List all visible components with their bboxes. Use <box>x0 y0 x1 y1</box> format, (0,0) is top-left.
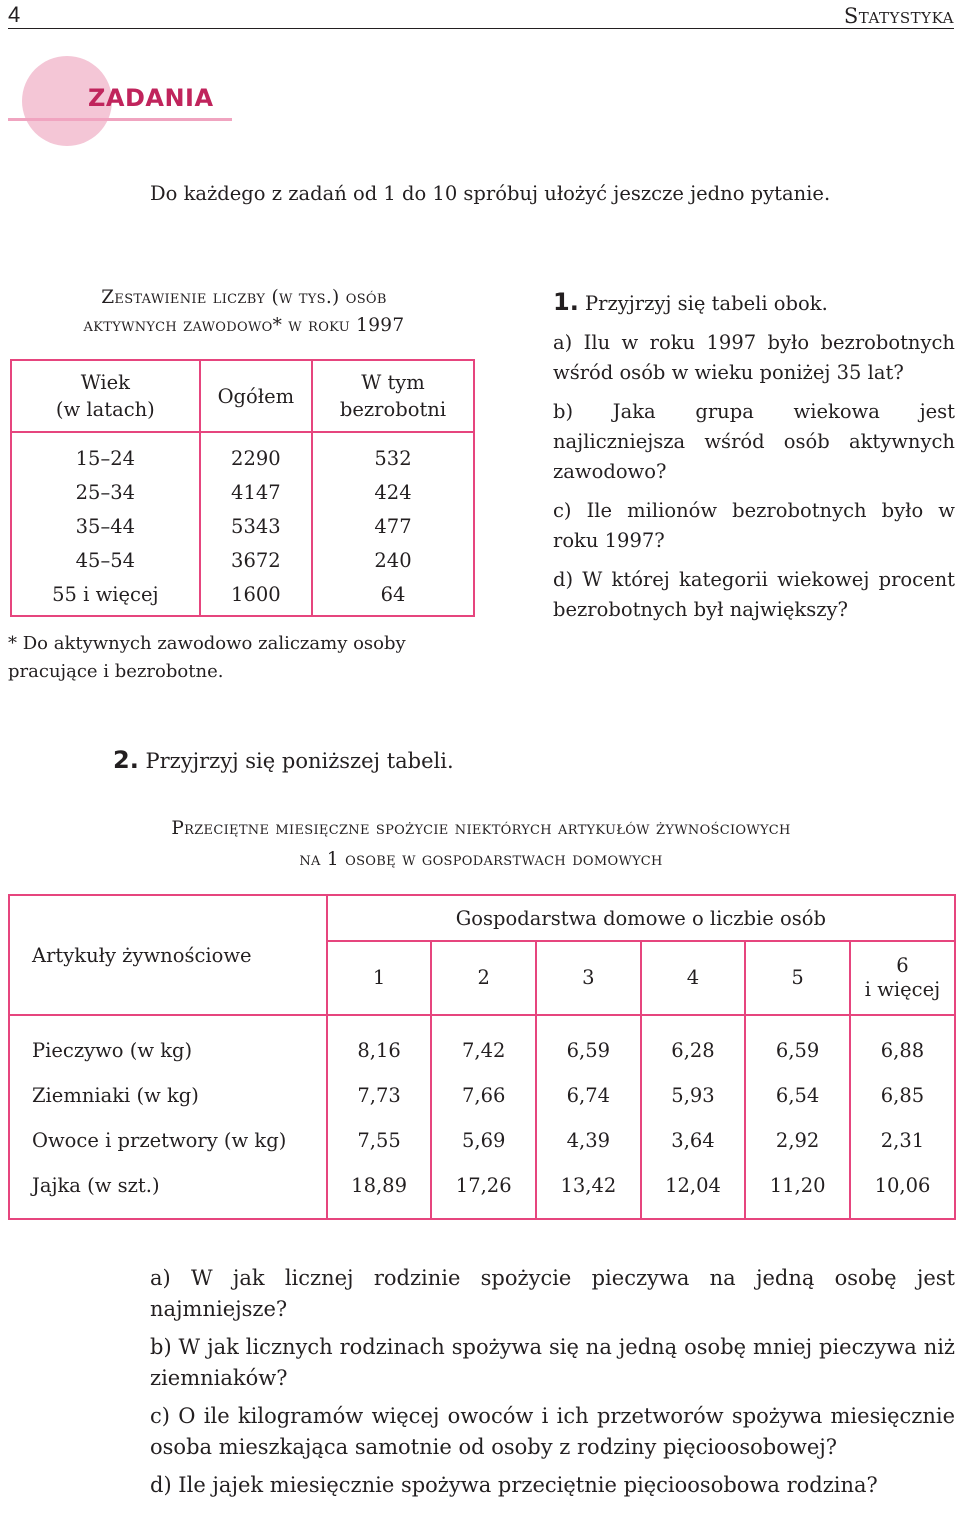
table1-caption-line1: Zestawienie liczby (w tys.) osób <box>101 287 387 308</box>
section-title: ZADANIA <box>88 84 214 112</box>
value-cell: 7,42 <box>431 1015 536 1073</box>
question1-item-a: a) Ilu w roku 1997 było bezrobotnych wśród osób w wieku poniżej 35 lat? <box>553 331 955 384</box>
food-header: Artykuły żywnościowe <box>9 895 327 1015</box>
table-row <box>11 543 474 577</box>
age-cell: 35–44 <box>11 509 200 543</box>
age-header-line2: (w latach) <box>55 398 155 421</box>
running-head: Statystyka <box>843 4 954 28</box>
question2-heading <box>113 746 454 774</box>
question1-prompt: Przyjrzyj się tabeli obok. <box>585 292 828 315</box>
question2-item-d: d) Ile jajek miesięcznie spożywa przeciętnie pięcioosobowa rodzina? <box>150 1473 878 1497</box>
table-row <box>9 1015 955 1073</box>
household-size-1: 1 <box>327 941 432 1015</box>
unemployed-cell: 240 <box>312 543 474 577</box>
unemployed-cell: 477 <box>312 509 474 543</box>
value-cell: 2,92 <box>745 1118 850 1163</box>
question1 <box>553 287 955 634</box>
table1-header-row <box>11 360 474 432</box>
value-cell: 7,66 <box>431 1073 536 1118</box>
total-cell: 2290 <box>200 432 312 475</box>
value-cell: 6,74 <box>536 1073 641 1118</box>
age-cell: 15–24 <box>11 432 200 475</box>
value-cell: 11,20 <box>745 1163 850 1219</box>
household-size-5: 5 <box>745 941 850 1015</box>
value-cell: 10,06 <box>850 1163 955 1219</box>
value-cell: 17,26 <box>431 1163 536 1219</box>
section-title-underline <box>8 118 232 121</box>
value-cell: 6,85 <box>850 1073 955 1118</box>
value-cell: 5,93 <box>641 1073 746 1118</box>
question2-item-b: b) W jak licznych rodzinach spożywa się na jedną osobę mniej pieczywa niż ziemniaków? <box>150 1335 955 1390</box>
age-cell: 25–34 <box>11 475 200 509</box>
food-cell: Pieczywo (w kg) <box>9 1015 327 1073</box>
value-cell: 6,28 <box>641 1015 746 1073</box>
question2-number: 2. <box>113 746 139 774</box>
unemployed-cell: 424 <box>312 475 474 509</box>
age-cell: 45–54 <box>11 543 200 577</box>
value-cell: 7,73 <box>327 1073 432 1118</box>
household-size-3: 3 <box>536 941 641 1015</box>
total-cell: 1600 <box>200 577 312 616</box>
table-row <box>9 1073 955 1118</box>
question2-items <box>150 1263 955 1508</box>
page-number: 4 <box>8 2 21 27</box>
food-cell: Owoce i przetwory (w kg) <box>9 1118 327 1163</box>
unemployed-header-line1: W tym <box>361 371 425 394</box>
table-row <box>11 509 474 543</box>
table-row <box>11 577 474 616</box>
household-size-6-line1: 6 <box>896 954 909 977</box>
question2-prompt: Przyjrzyj się poniższej tabeli. <box>145 749 454 773</box>
value-cell: 3,64 <box>641 1118 746 1163</box>
value-cell: 18,89 <box>327 1163 432 1219</box>
total-cell: 4147 <box>200 475 312 509</box>
unemployed-header-line2: bezrobotni <box>339 398 447 421</box>
value-cell: 12,04 <box>641 1163 746 1219</box>
intro-text: Do każdego z zadań od 1 do 10 spróbuj ułożyć jeszcze jedno pytanie. <box>150 182 831 205</box>
table1-container <box>10 359 475 617</box>
value-cell: 5,69 <box>431 1118 536 1163</box>
unemployed-cell: 64 <box>312 577 474 616</box>
value-cell: 7,55 <box>327 1118 432 1163</box>
table-row <box>9 1118 955 1163</box>
value-cell: 2,31 <box>850 1118 955 1163</box>
household-size-6-line2: i więcej <box>864 978 941 1001</box>
question2-item-a: a) W jak licznej rodzinie spożycie pieczywa na jedną osobę jest najmniejsze? <box>150 1266 955 1321</box>
table-row <box>9 1163 955 1219</box>
total-cell: 3672 <box>200 543 312 577</box>
total-header: Ogółem <box>200 360 312 432</box>
unemployed-cell: 532 <box>312 432 474 475</box>
value-cell: 4,39 <box>536 1118 641 1163</box>
question1-number: 1. <box>553 288 579 316</box>
value-cell: 6,54 <box>745 1073 850 1118</box>
unemployed-header <box>312 360 474 432</box>
question1-item-b: b) Jaka grupa wiekowa jest najliczniejsza wśród osób aktywnych zawodowo? <box>553 400 955 483</box>
question1-item-d: d) W której kategorii wiekowej procent bezrobotnych był największy? <box>553 568 955 621</box>
food-cell: Ziemniaki (w kg) <box>9 1073 327 1118</box>
table2-container <box>8 894 956 1220</box>
food-consumption-table <box>8 894 956 1220</box>
header-rule <box>8 28 954 29</box>
household-header: Gospodarstwa domowe o liczbie osób <box>327 895 955 941</box>
table2-caption <box>8 813 954 875</box>
question1-item-c: c) Ile milionów bezrobotnych było w roku 1997? <box>553 499 955 552</box>
value-cell: 6,59 <box>536 1015 641 1073</box>
household-size-6-plus <box>850 941 955 1015</box>
total-cell: 5343 <box>200 509 312 543</box>
table1-caption <box>8 284 480 340</box>
value-cell: 13,42 <box>536 1163 641 1219</box>
table1-footnote: * Do aktywnych zawodowo zaliczamy osoby pracujące i bezrobotne. <box>8 633 406 682</box>
value-cell: 8,16 <box>327 1015 432 1073</box>
household-size-2: 2 <box>431 941 536 1015</box>
age-header <box>11 360 200 432</box>
workforce-table <box>10 359 475 617</box>
table2-caption-line2: na 1 osobę w gospodarstwach domowych <box>299 849 663 870</box>
age-header-line1: Wiek <box>80 371 130 394</box>
value-cell: 6,88 <box>850 1015 955 1073</box>
value-cell: 6,59 <box>745 1015 850 1073</box>
table2-header-row <box>9 895 955 941</box>
table2-caption-line1: Przeciętne miesięczne spożycie niektórych artykułów żywnościowych <box>171 818 791 839</box>
table1-caption-line2: aktywnych zawodowo* w roku 1997 <box>83 315 405 336</box>
question2-item-c: c) O ile kilogramów więcej owoców i ich przetworów spożywa miesięcznie osoba mieszkająca samotnie od osoby z rodziny pięcioosobowej? <box>150 1404 955 1459</box>
table-row <box>11 475 474 509</box>
food-cell: Jajka (w szt.) <box>9 1163 327 1219</box>
age-cell: 55 i więcej <box>11 577 200 616</box>
household-size-4: 4 <box>641 941 746 1015</box>
table-row <box>11 432 474 475</box>
